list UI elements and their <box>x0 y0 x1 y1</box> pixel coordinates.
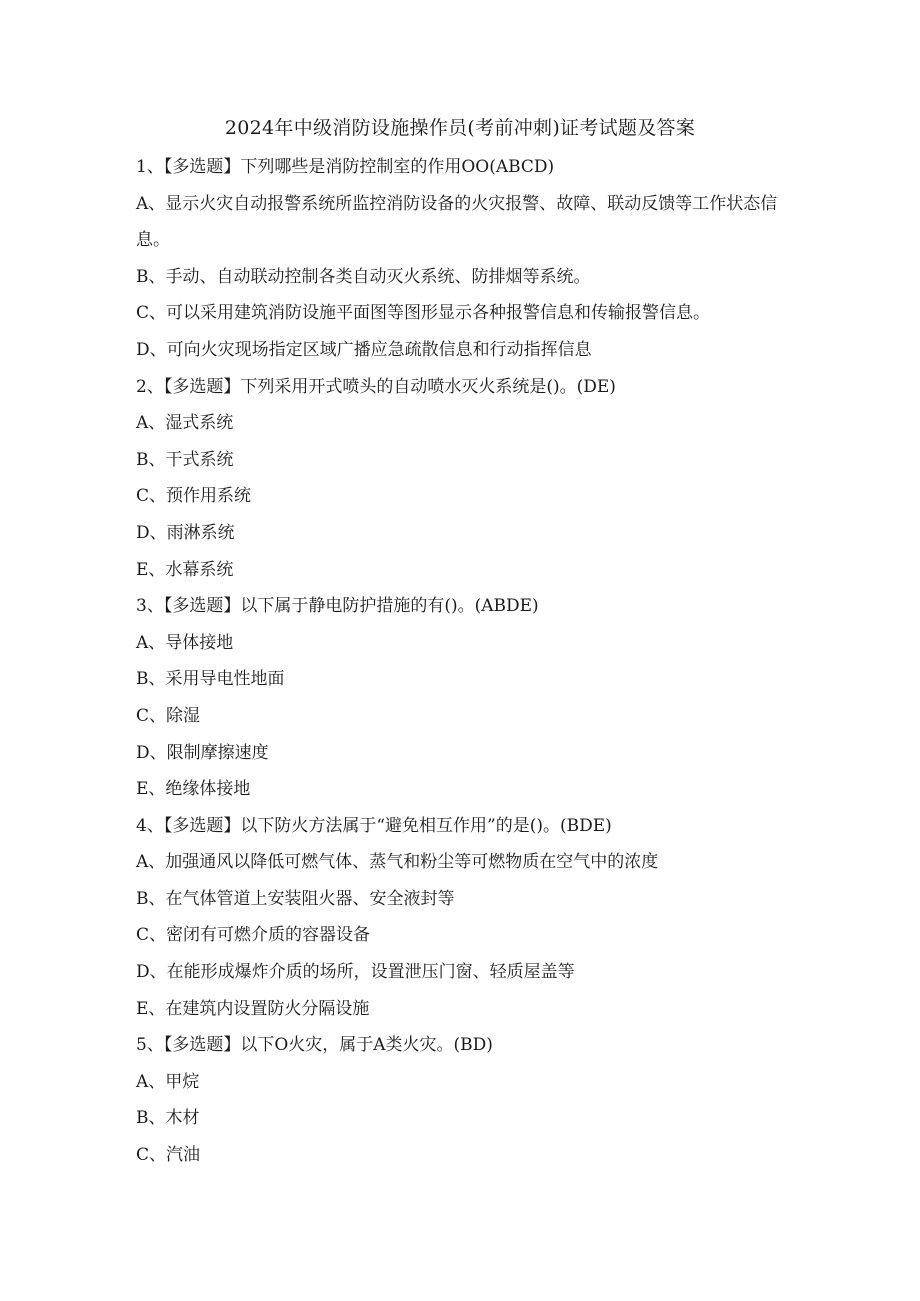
option-d: D、雨淋系统 <box>136 522 235 543</box>
question-stem: 5、【多选题】以下O火灾，属于A类火灾。(BD) <box>136 1035 493 1056</box>
option-list <box>136 625 796 808</box>
option-d: D、在能形成爆炸介质的场所，设置泄压门窗、轻质屋盖等 <box>136 962 575 983</box>
question-2 <box>136 369 796 589</box>
document-title: 2024年中级消防设施操作员(考前冲刺)证考试题及答案 <box>224 117 696 139</box>
option-a: A、显示火灾自动报警系统所监控消防设备的火灾报警、故障、联动反馈等工作状态信息。 <box>136 193 778 251</box>
option-a: A、导体接地 <box>136 632 234 653</box>
option-a: A、甲烷 <box>136 1071 200 1092</box>
question-3 <box>136 588 796 808</box>
option-b: B、干式系统 <box>136 449 234 470</box>
question-list <box>136 149 796 1174</box>
option-c: C、汽油 <box>136 1145 201 1166</box>
option-a: A、加强通风以降低可燃气体、蒸气和粉尘等可燃物质在空气中的浓度 <box>136 852 659 873</box>
option-b: B、采用导电性地面 <box>136 669 285 690</box>
option-b: B、手动、自动联动控制各类自动灭火系统、防排烟等系统。 <box>136 266 591 287</box>
question-4 <box>136 808 796 1028</box>
option-e: E、在建筑内设置防火分隔设施 <box>136 998 370 1019</box>
option-d: D、可向火灾现场指定区域广播应急疏散信息和行动指挥信息 <box>136 339 592 360</box>
option-e: E、水幕系统 <box>136 559 234 580</box>
option-c: C、预作用系统 <box>136 486 252 507</box>
option-list <box>136 1064 796 1174</box>
option-list <box>136 405 796 588</box>
option-a: A、湿式系统 <box>136 413 234 434</box>
question-5 <box>136 1027 796 1173</box>
question-stem: 2、【多选题】下列采用开式喷头的自动喷水灭火系统是()。(DE) <box>136 376 616 397</box>
option-b: B、在气体管道上安装阻火器、安全液封等 <box>136 888 455 909</box>
option-d: D、限制摩擦速度 <box>136 742 269 763</box>
option-c: C、除湿 <box>136 705 201 726</box>
question-stem: 1、【多选题】下列哪些是消防控制室的作用OO(ABCD) <box>136 157 555 177</box>
option-list <box>136 186 796 369</box>
option-c: C、密闭有可燃介质的容器设备 <box>136 925 371 946</box>
option-list <box>136 844 796 1027</box>
option-e: E、绝缘体接地 <box>136 779 251 800</box>
option-c: C、可以采用建筑消防设施平面图等图形显示各种报警信息和传输报警信息。 <box>136 303 711 324</box>
question-stem: 4、【多选题】以下防火方法属于“避免相互作用”的是()。(BDE) <box>136 815 612 836</box>
question-1 <box>136 149 796 369</box>
option-b: B、木材 <box>136 1108 200 1129</box>
question-stem: 3、【多选题】以下属于静电防护措施的有()。(ABDE) <box>136 596 539 617</box>
